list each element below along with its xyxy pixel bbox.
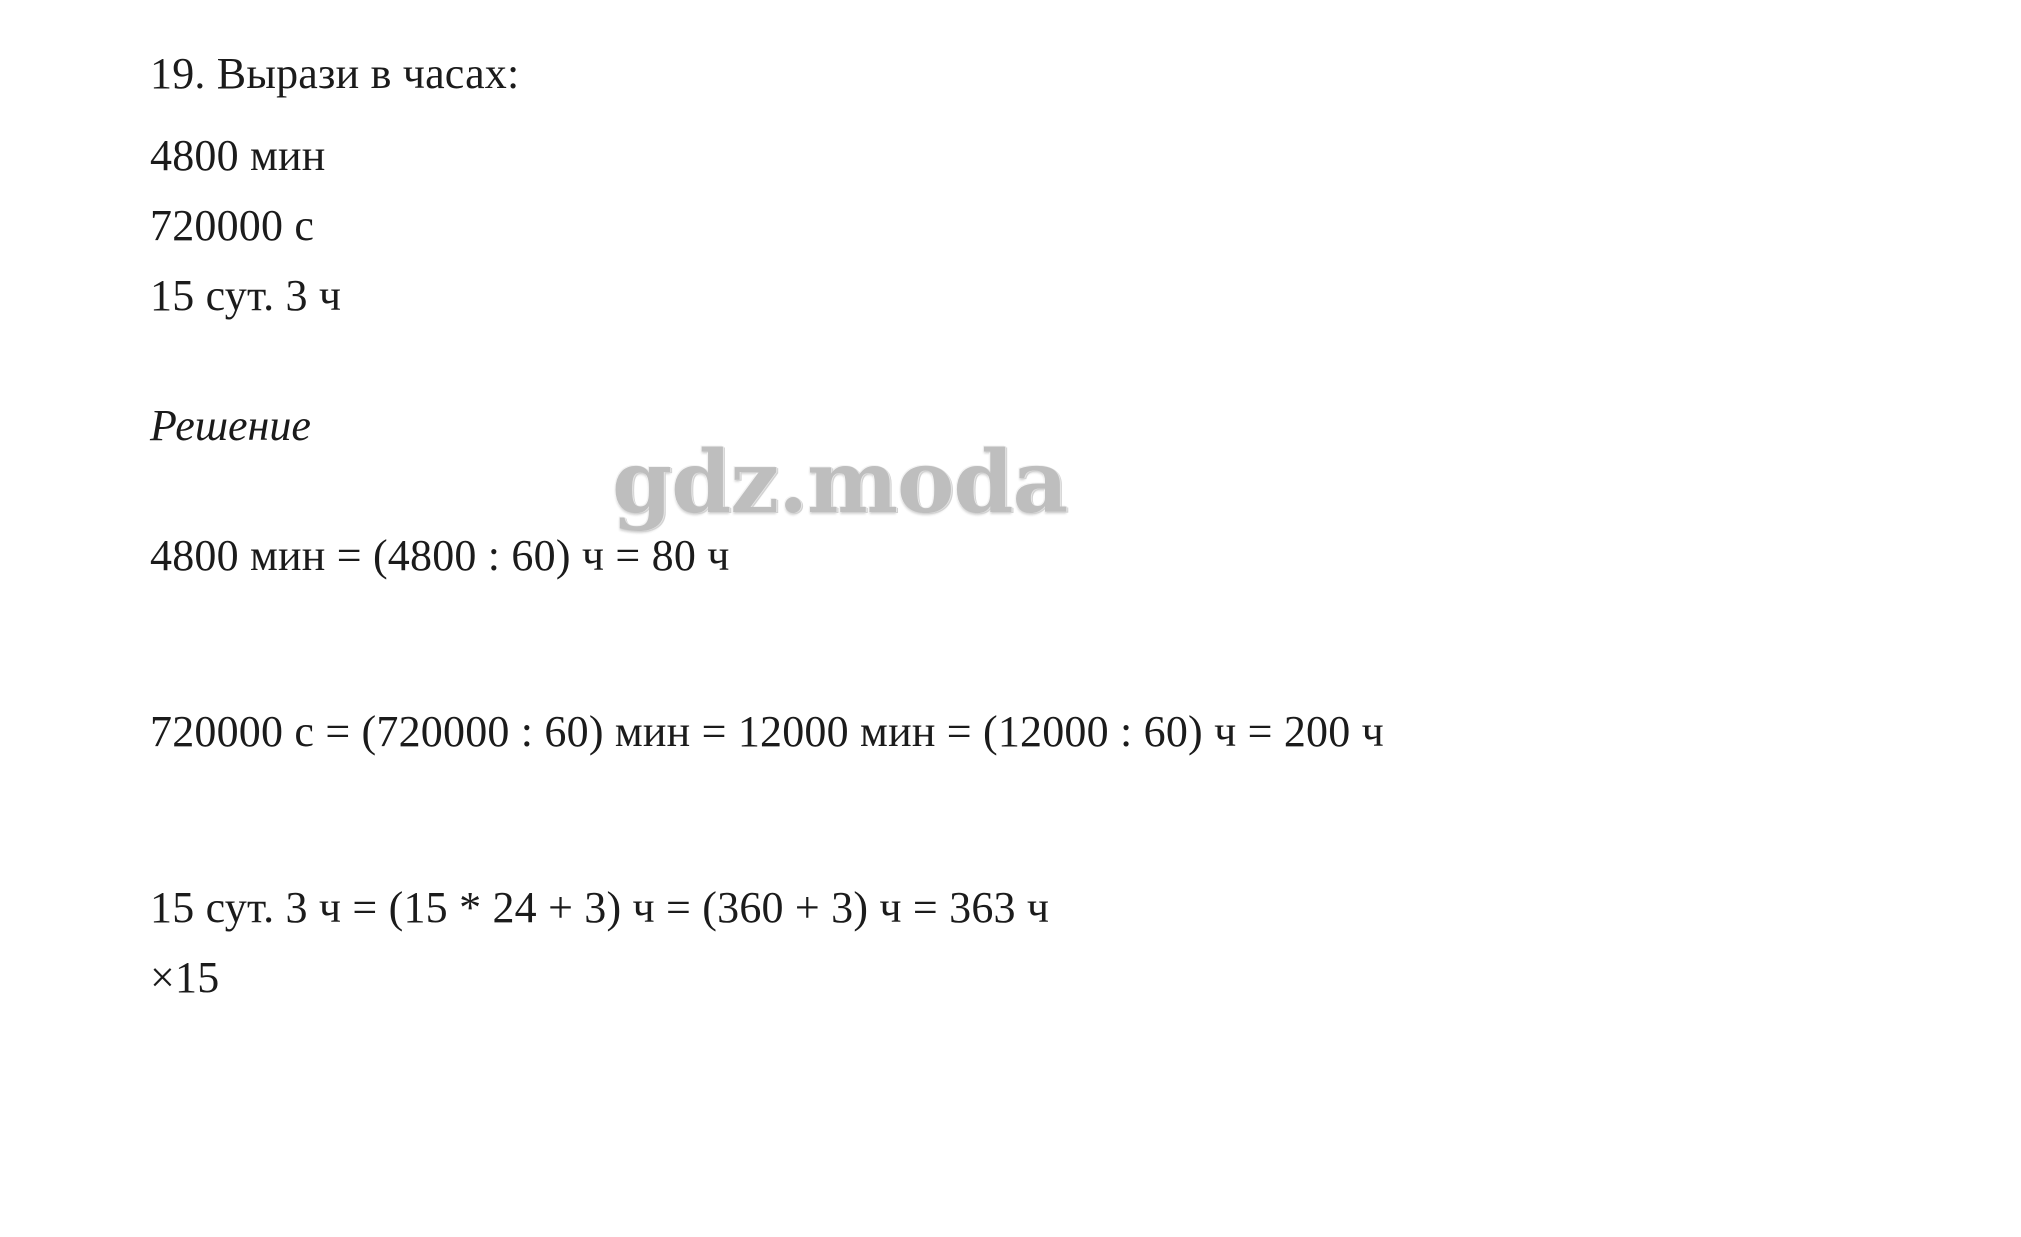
spacer: [150, 448, 2021, 534]
spacer: [150, 178, 2021, 204]
given-value-3: 15 сут. 3 ч: [150, 271, 342, 320]
spacer: [150, 578, 2021, 664]
solution-line-2: 720000 с = (720000 : 60) мин = 12000 мин = (12000 : 60) ч = 200 ч: [150, 707, 1384, 756]
spacer: [150, 754, 2021, 840]
spacer: [150, 318, 2021, 404]
given-value-2: 720000 с: [150, 201, 315, 250]
watermark-text: gdz.moda: [612, 432, 1068, 533]
spacer: [150, 930, 2021, 956]
given-value-1: 4800 мин: [150, 131, 326, 180]
task-prompt: 19. Вырази в часах:: [150, 49, 520, 98]
solution-line-4: ×15: [150, 953, 220, 1002]
solution-line-3: 15 сут. 3 ч = (15 * 24 + 3) ч = (360 + 3) ч = 363 ч: [150, 883, 1050, 932]
solution-label: Решение: [150, 401, 311, 450]
spacer: [150, 664, 2021, 710]
solution-line-1: 4800 мин = (4800 : 60) ч = 80 ч: [150, 531, 730, 580]
spacer: [150, 840, 2021, 886]
spacer: [150, 248, 2021, 274]
